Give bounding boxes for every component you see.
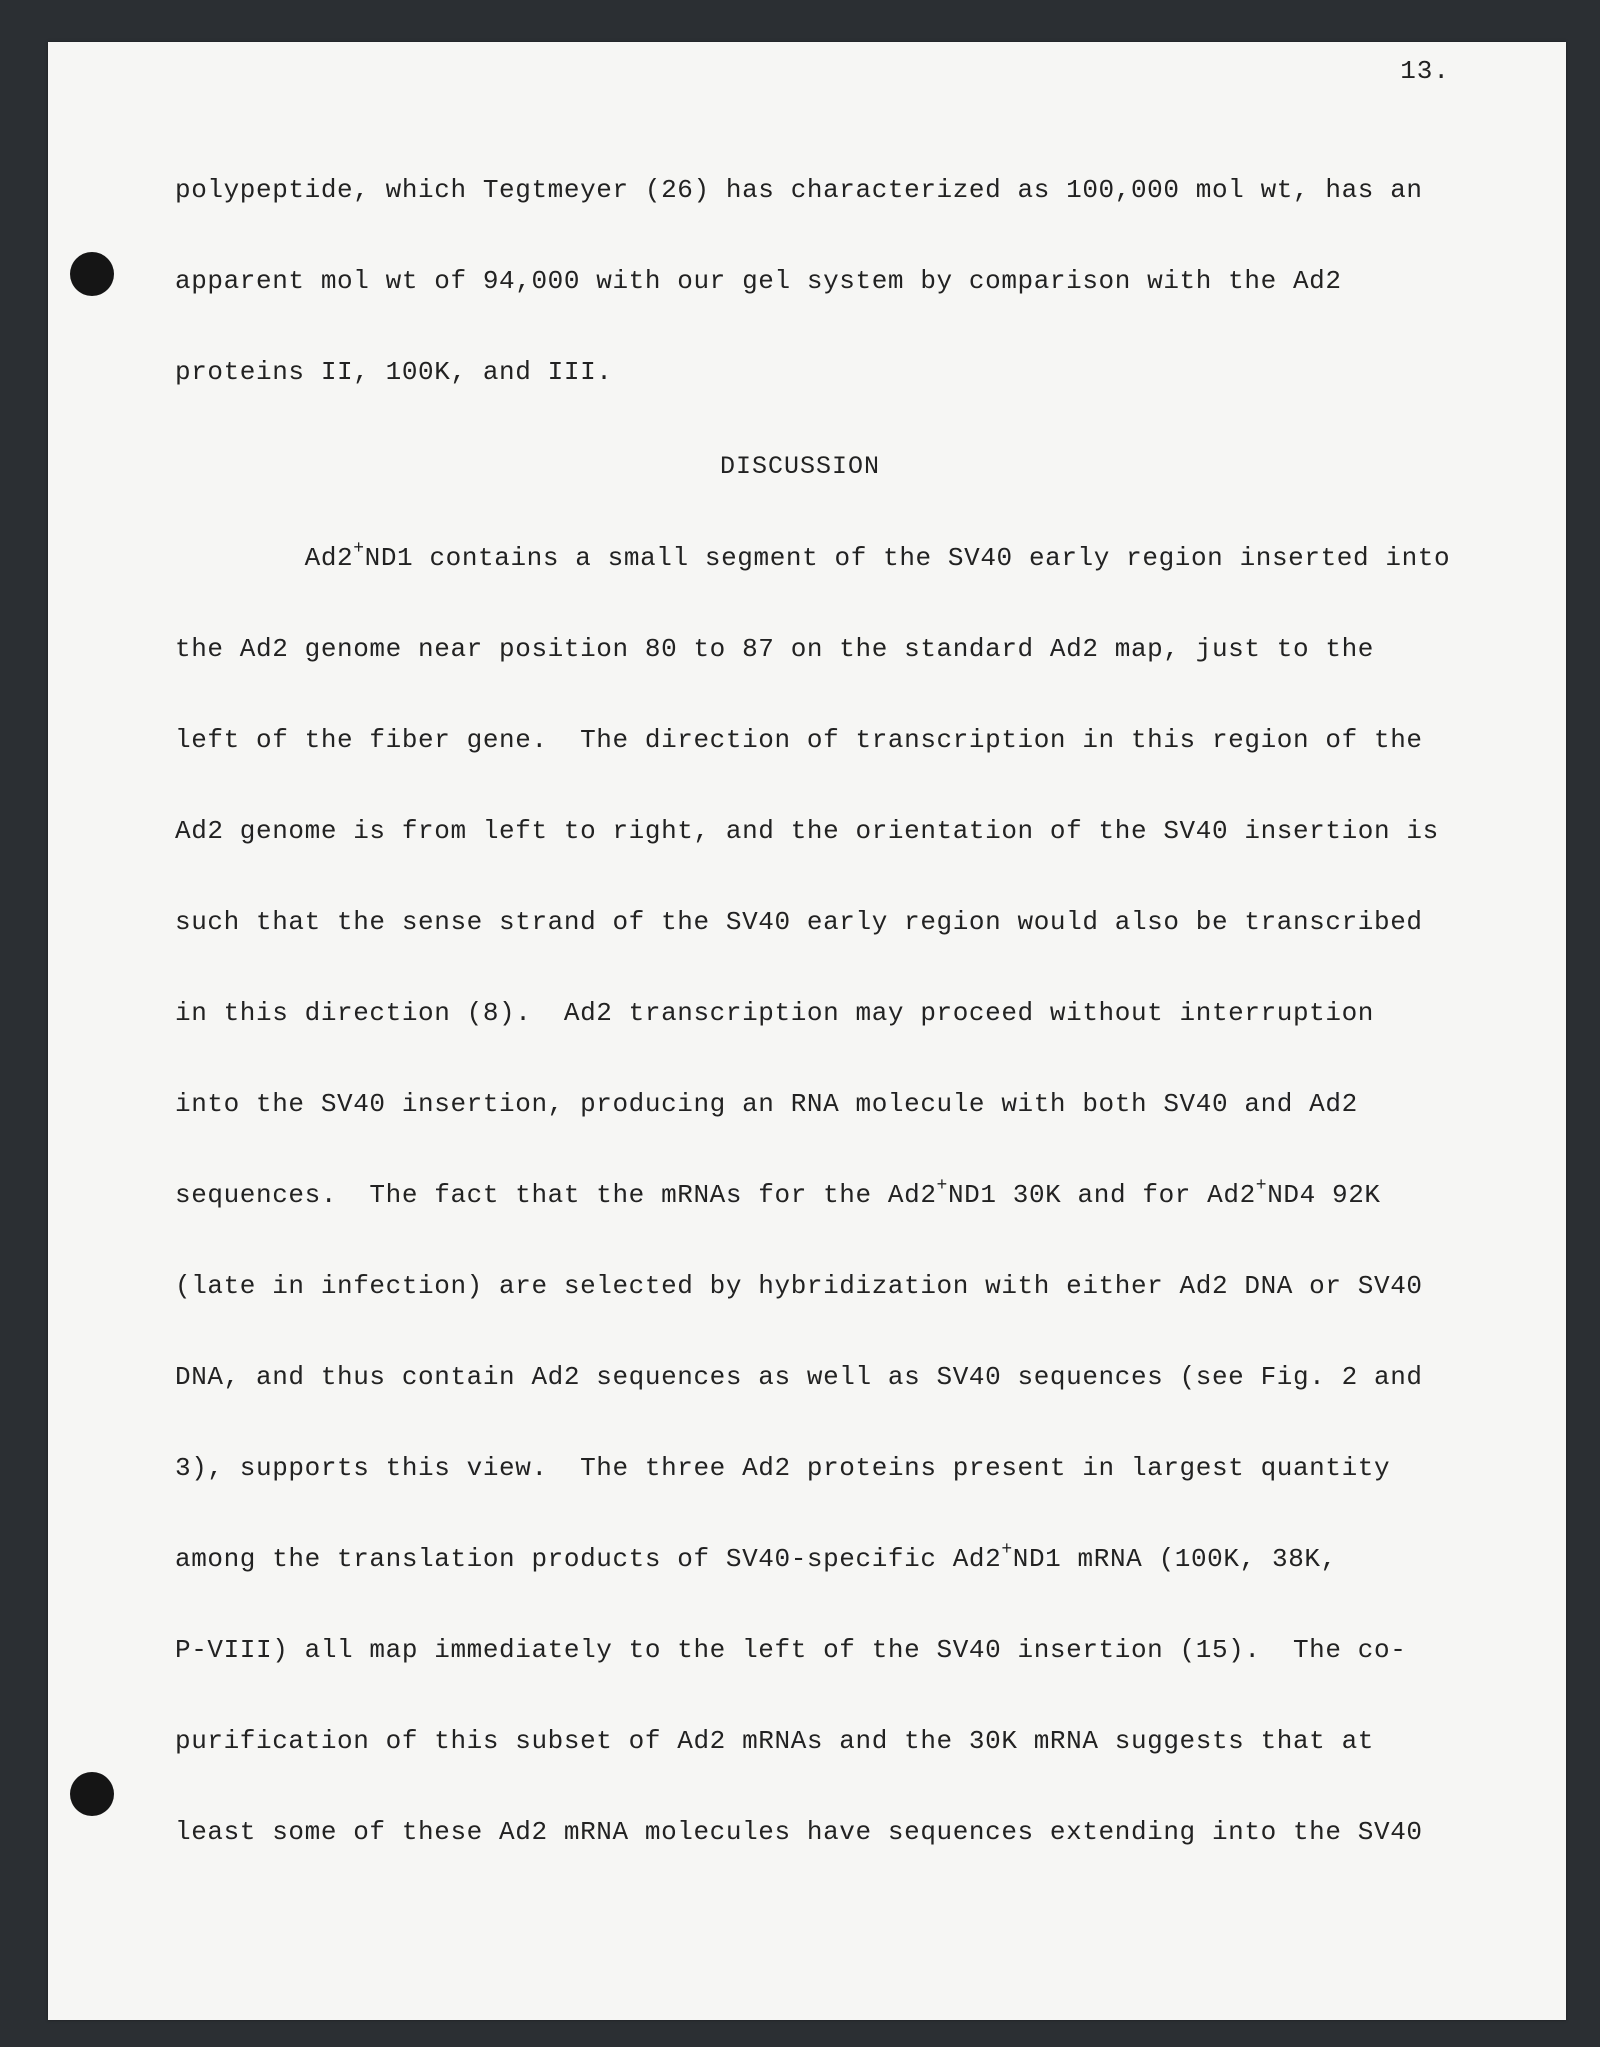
paragraph-line: proteins II, 100K, and III. (175, 357, 613, 387)
line-text: sequences. The fact that the mRNAs for the Ad2 (175, 1180, 937, 1210)
superscript: + (936, 1176, 948, 1197)
paragraph-line (175, 725, 1423, 756)
line-text: left of the fiber gene. The direction of transcription in this region of the (175, 725, 1423, 755)
superscript: + (353, 539, 365, 560)
paragraph-line: polypeptide, which Tegtmeyer (26) has characterized as 100,000 mol wt, has an (175, 175, 1423, 205)
line-text: Ad2 (175, 543, 354, 573)
paragraph-line (175, 1362, 1423, 1393)
line-text: ND1 contains a small segment of the SV40 early region inserted into (364, 543, 1451, 573)
line-text: such that the sense strand of the SV40 early region would also be transcribed (175, 907, 1423, 937)
line-text: ND1 mRNA (100K, 38K, (1012, 1544, 1337, 1574)
line-text: DNA, and thus contain Ad2 sequences as well as SV40 sequences (see Fig. 2 and (175, 1362, 1423, 1392)
line-text: among the translation products of SV40-specific Ad2 (175, 1544, 1002, 1574)
line-text: Ad2 genome is from left to right, and the orientation of the SV40 insertion is (175, 816, 1439, 846)
paragraph-line (175, 539, 1451, 574)
paragraph-line (175, 634, 1415, 665)
paragraph-line (175, 1635, 1415, 1666)
paragraph-line (175, 1817, 1423, 1848)
section-heading: DISCUSSION (719, 452, 881, 481)
paragraph-line (175, 1453, 1415, 1484)
line-text: ND4 92K (1267, 1180, 1381, 1210)
paragraph-line (175, 1089, 1415, 1120)
line-text: purification of this subset of Ad2 mRNAs and the 30K mRNA suggests that at (175, 1726, 1374, 1756)
superscript: + (1255, 1176, 1268, 1197)
line-text: ND1 30K and for Ad2 (947, 1180, 1256, 1210)
document-page (48, 42, 1566, 2020)
paragraph-line (175, 816, 1439, 847)
paragraph-line (175, 1726, 1415, 1757)
paragraph-line (175, 998, 1415, 1029)
paragraph-line (175, 907, 1423, 938)
punch-hole-top (70, 252, 114, 296)
line-text: least some of these Ad2 mRNA molecules have sequences extending into the SV40 (175, 1817, 1423, 1847)
page-number: 13. (1400, 56, 1450, 86)
superscript: + (1001, 1540, 1013, 1561)
paragraph-line: apparent mol wt of 94,000 with our gel system by comparison with the Ad2 (175, 266, 1342, 296)
line-text: P-VIII) all map immediately to the left of the SV40 insertion (15). The co- (175, 1635, 1407, 1665)
line-text: into the SV40 insertion, producing an RNA molecule with both SV40 and Ad2 (175, 1089, 1358, 1119)
line-text: in this direction (8). Ad2 transcription may proceed without interruption (175, 998, 1374, 1028)
line-text: (late in infection) are selected by hybridization with either Ad2 DNA or SV40 (175, 1271, 1423, 1301)
paragraph-line (175, 1271, 1423, 1302)
line-text: the Ad2 genome near position 80 to 87 on the standard Ad2 map, just to the (175, 634, 1374, 664)
paragraph-line (175, 1176, 1415, 1211)
punch-hole-bottom (70, 1772, 114, 1816)
paragraph-line (175, 1540, 1415, 1575)
line-text: 3), supports this view. The three Ad2 proteins present in largest quantity (175, 1453, 1391, 1483)
